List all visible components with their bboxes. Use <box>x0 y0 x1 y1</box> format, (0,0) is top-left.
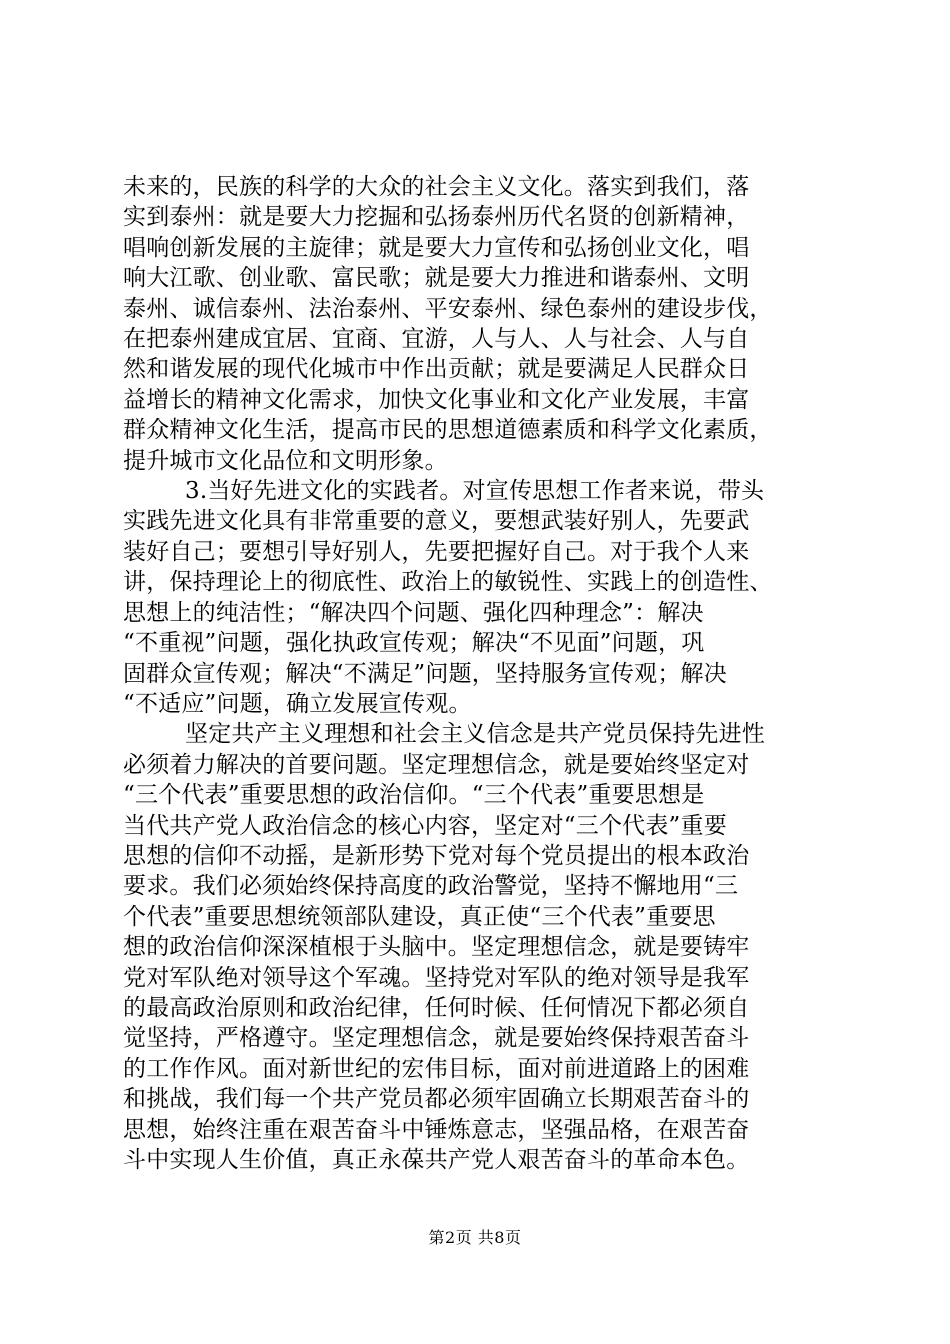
text-line: 讲，保持理论上的彻底性、政治上的敏锐性、实践上的创造性、 <box>123 569 773 596</box>
body-text <box>123 172 833 1175</box>
text-line: 思想，始终注重在艰苦奋斗中锤炼意志，坚强品格，在艰苦奋 <box>123 1116 750 1143</box>
text-line: 在把泰州建成宜居、宜商、宜游，人与人、人与社会、人与自 <box>123 326 750 353</box>
text-line: 思想上的纯洁性；“解决四个问题、强化四种理念”：解决 <box>123 599 704 626</box>
text-line: 3.当好先进文化的实践者。对宣传思想工作者来说，带头 <box>185 478 765 505</box>
text-line: 泰州、诚信泰州、法治泰州、平安泰州、绿色泰州的建设步伐， <box>123 295 773 322</box>
text-line: “三个代表”重要思想的政治信仰。“三个代表”重要思想是 <box>123 782 705 809</box>
text-line: “不重视”问题，强化执政宣传观；解决“不见面”问题，巩 <box>123 630 705 657</box>
text-line: 个代表”重要思想统领部队建设，真正使“三个代表”重要思 <box>123 903 716 930</box>
text-line: 群众精神文化生活，提高市民的思想道德素质和科学文化素质， <box>123 417 773 444</box>
text-line: 装好自己；要想引导好别人，先要把握好自己。对于我个人来 <box>123 538 750 565</box>
paragraph-ideals <box>123 719 833 1175</box>
text-line: 实践先进文化具有非常重要的意义，要想武装好别人，先要武 <box>123 508 750 535</box>
text-line: “不适应”问题，确立发展宣传观。 <box>123 690 472 717</box>
text-line: 思想的信仰不动摇，是新形势下党对每个党员提出的根本政治 <box>123 842 750 869</box>
paragraph-practitioner <box>123 476 833 719</box>
text-line: 提升城市文化品位和文明形象。 <box>123 447 448 474</box>
text-line: 响大江歌、创业歌、富民歌；就是要大力推进和谐泰州、文明 <box>123 265 750 292</box>
text-line: 当代共产党人政治信念的核心内容，坚定对“三个代表”重要 <box>123 812 727 839</box>
text-line: 坚定共产主义理想和社会主义信念是共产党员保持先进性 <box>185 721 765 748</box>
page-number-footer: 第2页 共8页 <box>428 1228 522 1247</box>
text-line: 的最高政治原则和政治纪律，任何时候、任何情况下都必须自 <box>123 994 750 1021</box>
paragraph-continued <box>123 172 833 476</box>
text-line: 未来的，民族的科学的大众的社会主义文化。落实到我们，落 <box>123 174 750 200</box>
text-line: 觉坚持，严格遵守。坚定理想信念，就是要始终保持艰苦奋斗 <box>123 1025 750 1052</box>
text-line: 固群众宣传观；解决“不满足”问题，坚持服务宣传观；解决 <box>123 660 727 687</box>
text-line: 党对军队绝对领导这个军魂。坚持党对军队的绝对领导是我军 <box>123 964 750 991</box>
text-line: 然和谐发展的现代化城市中作出贡献；就是要满足人民群众日 <box>123 356 750 383</box>
text-line: 想的政治信仰深深植根于头脑中。坚定理想信念，就是要铸牢 <box>123 934 750 961</box>
text-line: 益增长的精神文化需求，加快文化事业和文化产业发展，丰富 <box>123 386 750 413</box>
text-line: 必须着力解决的首要问题。坚定理想信念，就是要始终坚定对 <box>123 751 750 778</box>
text-line: 斗中实现人生价值，真正永葆共产党人艰苦奋斗的革命本色。 <box>123 1147 750 1173</box>
text-line: 唱响创新发展的主旋律；就是要大力宣传和弘扬创业文化，唱 <box>123 234 750 261</box>
text-line: 要求。我们必须始终保持高度的政治警觉，坚持不懈地用“三 <box>123 873 739 900</box>
text-line: 实到泰州：就是要大力挖掘和弘扬泰州历代名贤的创新精神， <box>123 204 750 231</box>
text-line: 的工作作风。面对新世纪的宏伟目标，面对前进道路上的困难 <box>123 1055 750 1082</box>
text-line: 和挑战，我们每一个共产党员都必须牢固确立长期艰苦奋斗的 <box>123 1086 750 1113</box>
